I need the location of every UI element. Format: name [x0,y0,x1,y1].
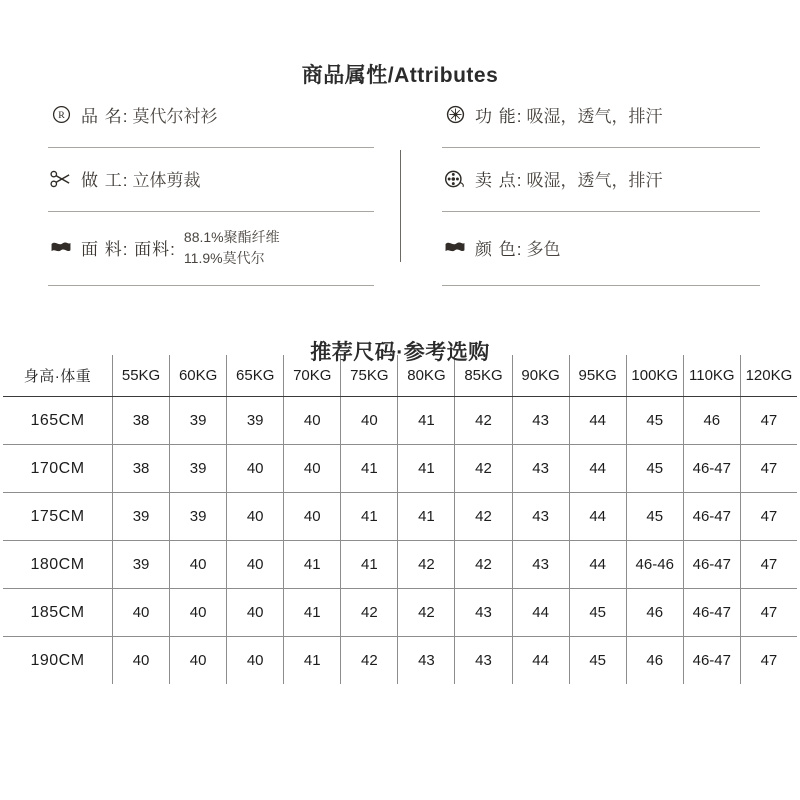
table-cell-size: 44 [569,493,626,541]
table-cell-size: 44 [512,637,569,685]
table-cell-size: 47 [740,397,797,445]
table-cell-size: 41 [284,637,341,685]
table-cell-size: 47 [740,589,797,637]
table-cell-size: 40 [227,637,284,685]
table-cell-size: 45 [626,397,683,445]
attribute-row-selling-point [442,148,760,212]
table-cell-size: 45 [569,637,626,685]
table-cell-size: 40 [284,445,341,493]
attribute-value-color: 多色 [526,240,561,259]
table-cell-size: 42 [455,445,512,493]
table-cell-size: 46-47 [683,637,740,685]
flag-icon [442,237,468,259]
table-cell-size: 43 [455,637,512,685]
table-cell-size: 40 [341,397,398,445]
table-cell-size: 43 [455,589,512,637]
table-cell-size: 43 [512,397,569,445]
table-cell-size: 40 [170,637,227,685]
attributes-left-column [48,84,404,286]
attribute-row-product-name [48,84,374,148]
table-cell-size: 47 [740,493,797,541]
attribute-label-selling-point: 卖 点: [475,171,523,190]
attribute-value-product-name: 莫代尔衬衫 [132,107,218,126]
table-cell-size: 46-47 [683,493,740,541]
table-cell-size: 42 [455,397,512,445]
fabric-composition-line-1: 88.1%聚酯纤维 [183,229,280,246]
table-cell-size: 45 [626,493,683,541]
table-cell-size: 47 [740,445,797,493]
table-cell-size: 47 [760,652,778,669]
table-header-weight-90kg: 90KG [512,355,569,397]
table-cell-size: 39 [170,493,227,541]
table-cell-size: 42 [398,589,455,637]
table-header-weight-65kg: 65KG [227,355,284,397]
attributes-right-column [404,84,760,286]
table-cell-size: 40 [284,397,341,445]
attribute-row-function [442,84,760,148]
table-header-weight-70kg: 70KG [284,355,341,397]
table-header-weight-85kg: 85KG [455,355,512,397]
table-cell-size: 46 [683,397,740,445]
table-cell-size: 46-47 [683,589,740,637]
table-row [3,493,798,541]
table-cell-size: 40 [227,541,284,589]
table-cell-height: 190CM [3,637,113,685]
attribute-value-selling-point: 吸湿，透气，排汗 [526,171,663,190]
attribute-label-product-name: 品 名: [81,107,129,126]
table-cell-size: 46-47 [683,541,740,589]
table-cell-size: 43 [512,541,569,589]
table-cell-size: 42 [341,589,398,637]
table-cell-size: 41 [341,541,398,589]
attributes-title: 商品属性/Attributes [301,64,499,87]
table-cell-size: 42 [398,541,455,589]
attribute-value-fabric [176,227,280,268]
sun-burst-circle-icon [442,104,468,126]
table-cell-size: 39 [113,541,170,589]
table-cell-size: 39 [170,445,227,493]
table-row [3,637,798,685]
table-row [3,397,798,445]
table-cell-size: 42 [455,541,512,589]
registered-mark-icon [48,104,74,126]
size-chart-wrapper [0,354,800,685]
table-cell-size: 44 [569,541,626,589]
fabric-composition-line-2: 11.9%莫代尔 [183,249,265,266]
size-chart-title: 推荐尺码·参考选购 [310,341,490,364]
flag-icon [48,237,74,259]
table-cell-size: 40 [284,493,341,541]
attribute-label-function: 功 能: [475,107,523,126]
table-cell-size: 40 [170,541,227,589]
attribute-label-craft: 做 工: [81,171,129,190]
table-cell-size: 42 [341,637,398,685]
attribute-value-function: 吸湿，透气，排汗 [526,107,663,126]
table-cell-size: 41 [398,493,455,541]
table-cell-size: 39 [113,493,170,541]
table-header-height-weight: 身高·体重 [3,355,113,397]
film-reel-icon [442,168,468,190]
table-cell-size: 39 [170,397,227,445]
table-header-weight-110kg: 110KG [683,355,740,397]
table-cell-size: 38 [113,397,170,445]
attribute-label-color: 颜 色: [475,240,523,259]
size-chart-body [3,397,798,685]
table-cell-size: 41 [284,589,341,637]
table-header-weight-55kg: 55KG [113,355,170,397]
table-header-weight-60kg: 60KG [170,355,227,397]
table-cell-size: 41 [341,493,398,541]
svg-text:R: R [57,110,65,122]
table-header-weight-95kg: 95KG [569,355,626,397]
table-row [3,541,798,589]
table-cell-size: 44 [569,397,626,445]
size-chart-table [2,354,798,685]
table-cell-size: 40 [227,493,284,541]
table-cell-size: 39 [227,397,284,445]
table-cell-size: 38 [113,445,170,493]
table-cell-size: 46 [626,589,683,637]
table-cell-height: 175CM [3,493,113,541]
table-cell-size: 41 [398,397,455,445]
table-cell-size: 43 [512,493,569,541]
table-header-weight-80kg: 80KG [398,355,455,397]
table-cell-size: 47 [740,541,797,589]
attributes-column-divider [400,150,401,262]
table-cell-size: 40 [113,637,170,685]
table-cell-size: 41 [341,445,398,493]
table-header-weight-120kg: 120KG [740,355,797,397]
table-cell-size: 43 [512,445,569,493]
table-cell-size: 42 [455,493,512,541]
table-cell-size: 40 [227,589,284,637]
table-cell-size: 40 [170,589,227,637]
table-cell-height: 185CM [3,589,113,637]
attribute-row-fabric [48,212,374,286]
table-cell-size: 41 [398,445,455,493]
scissors-icon [48,168,74,190]
table-header-weight-75kg: 75KG [341,355,398,397]
table-cell-size: 46 [626,637,683,685]
table-header-weight-100kg: 100KG [626,355,683,397]
attribute-value-craft: 立体剪裁 [132,171,201,190]
table-cell-size: 45 [569,589,626,637]
attribute-label-fabric: 面 料: 面料: [81,240,176,259]
table-cell-size: 40 [113,589,170,637]
table-cell-size: 40 [227,445,284,493]
table-cell-height: 165CM [3,397,113,445]
table-row [3,445,798,493]
table-cell-size: 43 [398,637,455,685]
table-cell-size: 45 [626,445,683,493]
table-cell-height: 180CM [3,541,113,589]
attribute-row-craft [48,148,374,212]
attributes-section [0,84,800,286]
attribute-row-color [442,212,760,286]
table-cell-height: 170CM [3,445,113,493]
table-cell-size: 46-47 [683,445,740,493]
table-row [3,589,798,637]
table-cell-size: 44 [512,589,569,637]
table-cell-size: 41 [284,541,341,589]
table-cell-size: 44 [569,445,626,493]
table-cell-size: 46-46 [626,541,683,589]
